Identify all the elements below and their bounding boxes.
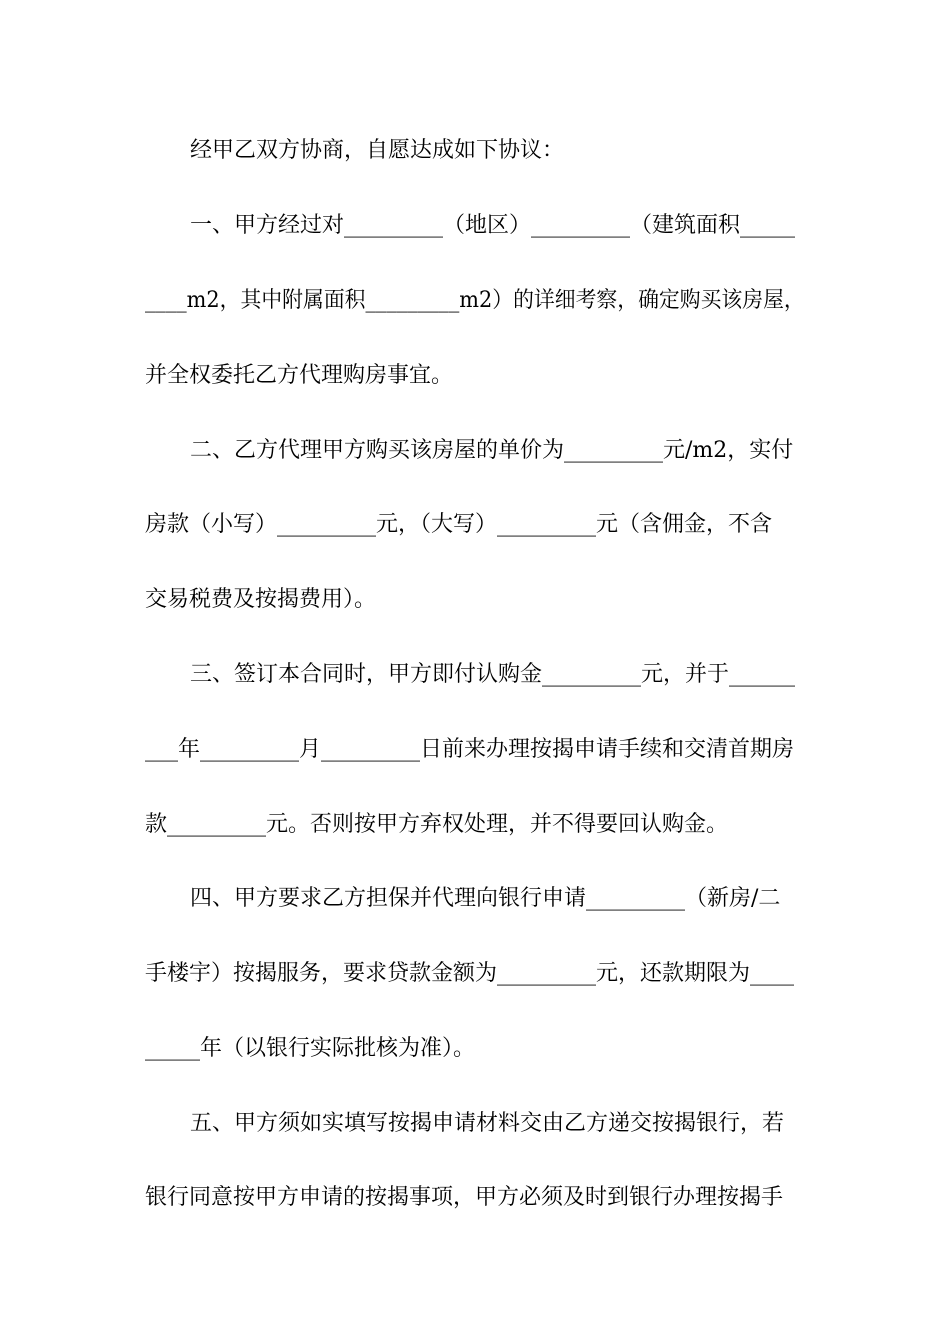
text-line: 三、签订本合同时，甲方即付认购金_________元，并于______ <box>190 662 796 687</box>
text-line: 房款（小写）_________元，（大写）_________元（含佣金，不含 <box>145 512 773 537</box>
text-line: 经甲乙双方协商，自愿达成如下协议： <box>190 138 565 163</box>
text-line: 一、甲方经过对_________（地区）_________（建筑面积_____ <box>190 213 796 238</box>
text-line: 并全权委托乙方代理购房事宜。 <box>145 363 454 388</box>
text-line: ____m2，其中附属面积_________m2）的详细考察，确定购买该房屋， <box>145 288 805 313</box>
text-line: 二、乙方代理甲方购买该房屋的单价为_________元/m2，实付 <box>190 438 794 463</box>
text-line: 银行同意按甲方申请的按揭事项，甲方必须及时到银行办理按揭手 <box>145 1185 784 1210</box>
text-line: 款_________元。否则按甲方弃权处理，并不得要回认购金。 <box>145 812 729 837</box>
text-line: 四、甲方要求乙方担保并代理向银行申请_________（新房/二 <box>190 886 781 911</box>
text-line: _____年（以银行实际批核为准）。 <box>145 1036 476 1061</box>
text-line: 交易税费及按揭费用）。 <box>145 587 377 612</box>
text-line: 五、甲方须如实填写按揭申请材料交由乙方递交按揭银行，若 <box>190 1111 785 1136</box>
text-line: 手楼宇）按揭服务，要求贷款金额为_________元，还款期限为____ <box>145 961 795 986</box>
text-line: ___年_________月_________日前来办理按揭申请手续和交清首期房 <box>145 737 795 762</box>
